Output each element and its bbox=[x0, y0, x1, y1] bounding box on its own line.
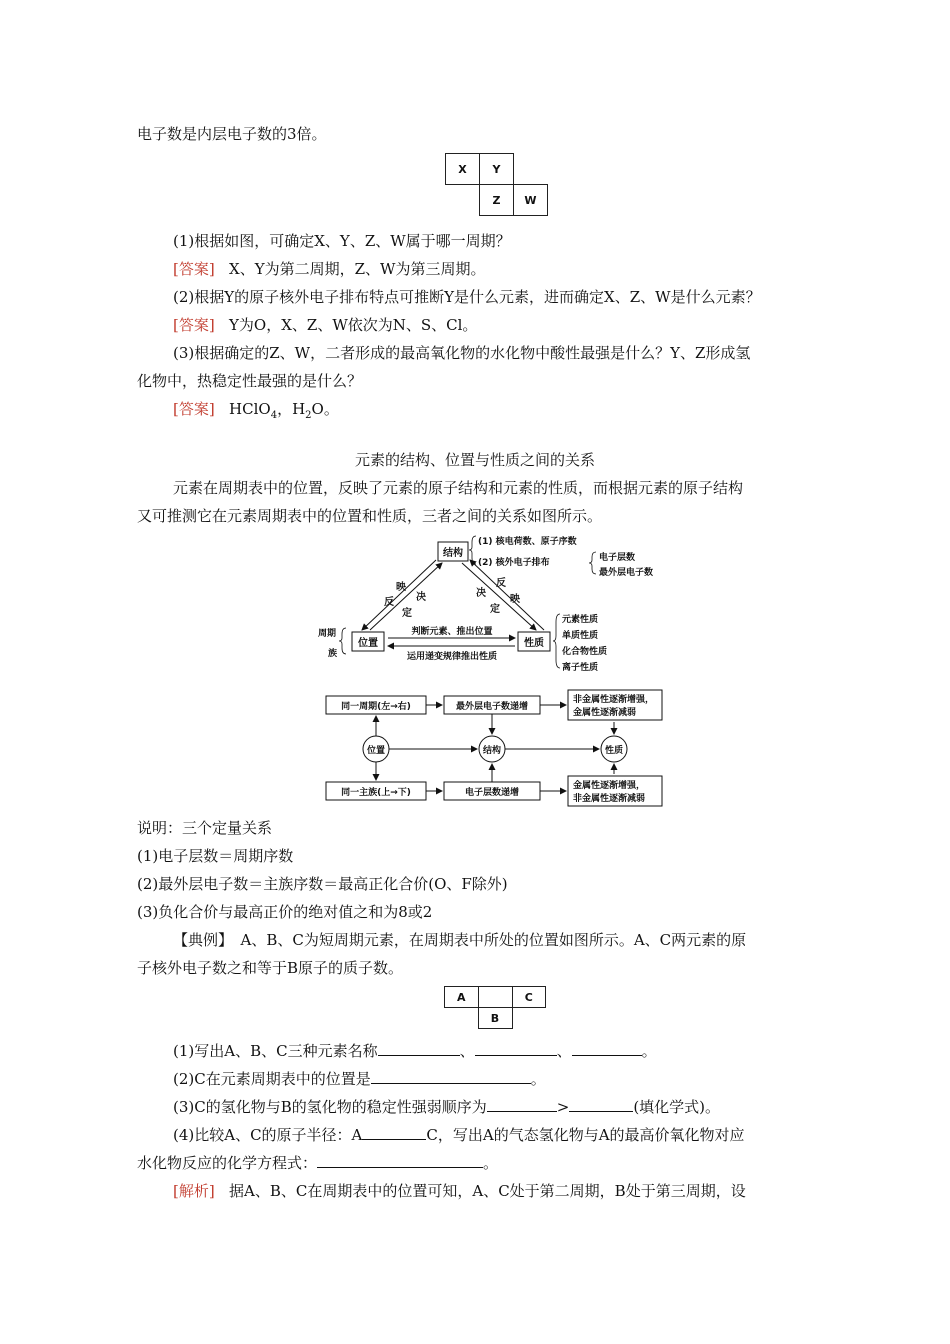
intro-line: 电子数是内层电子数的3倍。 bbox=[137, 125, 327, 143]
example-line1: 【典例】 A、B、C为短周期元素，在周期表中所处的位置如图所示。A、C两元素的原 bbox=[173, 931, 747, 949]
section-title: 元素的结构、位置与性质之间的关系 bbox=[354, 451, 595, 469]
svg-text:离子性质: 离子性质 bbox=[562, 663, 599, 673]
svg-text:同一周期(左→右): 同一周期(左→右) bbox=[341, 702, 411, 712]
svg-text:(2) 核外电子排布: (2) 核外电子排布 bbox=[478, 558, 550, 568]
analysis-line: [解析] 据A、B、C在周期表中的位置可知，A、C处于第二周期，B处于第三周期，设 bbox=[173, 1182, 746, 1200]
svg-text:(1) 核电荷数、原子序数: (1) 核电荷数、原子序数 bbox=[478, 537, 577, 547]
question-2: (2)根据Y的原子核外电子排布特点可推断Y是什么元素，进而确定X、Z、W是什么元素？ bbox=[173, 288, 761, 306]
example-q3: (3)C的氢化物与B的氢化物的稳定性强弱顺序为 > (填化学式)。 bbox=[173, 1098, 721, 1116]
cell-w: W bbox=[514, 185, 548, 216]
svg-text:非金属性逐渐增强，: 非金属性逐渐增强， bbox=[573, 695, 655, 705]
blank-c-name[interactable] bbox=[572, 1041, 642, 1056]
blank-b-name[interactable] bbox=[475, 1041, 557, 1056]
box-position-label: 位置 bbox=[358, 638, 378, 649]
analysis-tag: [解析] bbox=[173, 1182, 215, 1200]
question-3-line2: 化物中，热稳定性最强的是什么？ bbox=[137, 372, 363, 390]
svg-text:映: 映 bbox=[396, 582, 406, 593]
question-3-line1: (3)根据确定的Z、W，二者形成的最高氧化物的水化物中酸性最强是什么？Y、Z形成氢 bbox=[173, 344, 751, 362]
note-3: (3)负化合价与最高正价的绝对值之和为8或2 bbox=[137, 903, 433, 921]
cell-z: Z bbox=[480, 185, 514, 216]
label-deduce-position: 判断元素、推出位置 bbox=[411, 627, 493, 637]
svg-text:金属性逐渐增强，: 金属性逐渐增强， bbox=[573, 781, 646, 791]
blank-equation[interactable] bbox=[317, 1153, 483, 1168]
question-1: (1)根据如图，可确定X、Y、Z、W属于哪一周期？ bbox=[173, 232, 511, 250]
svg-text:族: 族 bbox=[328, 649, 338, 659]
arrow-structure-to-property bbox=[462, 563, 536, 630]
svg-text:决: 决 bbox=[416, 592, 426, 603]
example-q1: (1)写出A、B、C三种元素名称 、 、 。 bbox=[173, 1042, 657, 1060]
answer-1: [答案] X、Y为第二周期，Z、W为第三周期。 bbox=[173, 260, 486, 278]
svg-text:化合物性质: 化合物性质 bbox=[562, 647, 608, 657]
cell-x: X bbox=[446, 154, 480, 185]
cell-c: C bbox=[512, 987, 546, 1008]
relation-triangle-diagram bbox=[310, 530, 680, 680]
cell-b: B bbox=[478, 1008, 512, 1029]
svg-text:决: 决 bbox=[476, 588, 486, 599]
paragraph-line1: 元素在周期表中的位置，反映了元素的原子结构和元素的性质，而根据元素的原子结构 bbox=[173, 479, 744, 497]
svg-text:结构: 结构 bbox=[482, 746, 502, 756]
svg-text:周期: 周期 bbox=[318, 629, 337, 639]
svg-text:性质: 性质 bbox=[604, 746, 624, 756]
blank-radius-compare[interactable] bbox=[362, 1125, 426, 1140]
blank-weaker-hydride[interactable] bbox=[569, 1097, 633, 1112]
svg-text:元素性质: 元素性质 bbox=[562, 615, 599, 625]
svg-text:电子层数: 电子层数 bbox=[599, 553, 636, 563]
svg-text:反: 反 bbox=[384, 597, 394, 608]
arrow-position-to-structure bbox=[370, 563, 442, 630]
cell-a: A bbox=[445, 987, 479, 1008]
svg-text:单质性质: 单质性质 bbox=[562, 631, 599, 641]
answer-3: [答案] HClO$_4$，$H_2O$。 bbox=[173, 400, 339, 421]
note-1: (1)电子层数＝周期序数 bbox=[137, 847, 294, 865]
element-table-abc bbox=[444, 986, 546, 1029]
blank-stronger-hydride[interactable] bbox=[487, 1097, 557, 1112]
example-q4-line2: 水化物反应的化学方程式： 。 bbox=[137, 1154, 499, 1172]
answer-2: [答案] Y为O，X、Z、W依次为N、S、Cl。 bbox=[173, 316, 478, 334]
example-q2: (2)C在元素周期表中的位置是 。 bbox=[173, 1070, 546, 1088]
svg-text:金属性逐渐减弱: 金属性逐渐减弱 bbox=[573, 708, 637, 718]
svg-text:映: 映 bbox=[510, 594, 520, 605]
svg-text:电子层数递增: 电子层数递增 bbox=[464, 788, 520, 798]
svg-text:最外层电子数: 最外层电子数 bbox=[599, 568, 654, 578]
blank-a-name[interactable] bbox=[378, 1041, 460, 1056]
trend-flow-diagram bbox=[322, 688, 672, 808]
svg-text:非金属性逐渐减弱: 非金属性逐渐减弱 bbox=[573, 794, 646, 804]
label-deduce-property: 运用递变规律推出性质 bbox=[406, 652, 498, 662]
example-line2: 子核外电子数之和等于B原子的质子数。 bbox=[137, 959, 404, 977]
note-title: 说明：三个定量关系 bbox=[137, 819, 273, 837]
cell-y: Y bbox=[480, 154, 514, 185]
svg-text:定: 定 bbox=[402, 608, 412, 619]
svg-text:位置: 位置 bbox=[366, 746, 386, 756]
svg-text:最外层电子数递增: 最外层电子数递增 bbox=[455, 702, 529, 712]
svg-text:反: 反 bbox=[496, 578, 506, 589]
element-table-xyzw bbox=[445, 153, 548, 216]
blank-c-position[interactable] bbox=[371, 1069, 531, 1084]
box-property-label: 性质 bbox=[524, 638, 544, 649]
note-2: (2)最外层电子数＝主族序数＝最高正化合价(O、F除外) bbox=[137, 875, 508, 893]
svg-text:定: 定 bbox=[490, 604, 500, 615]
example-q4-line1: (4)比较A、C的原子半径：A C，写出A的气态氢化物与A的最高价氧化物对应 bbox=[173, 1126, 745, 1144]
box-structure-label: 结构 bbox=[443, 548, 463, 559]
paragraph-line2: 又可推测它在元素周期表中的位置和性质，三者之间的关系如图所示。 bbox=[137, 507, 603, 525]
answer-tag: [答案] bbox=[173, 260, 215, 278]
svg-text:同一主族(上→下): 同一主族(上→下) bbox=[341, 788, 411, 798]
